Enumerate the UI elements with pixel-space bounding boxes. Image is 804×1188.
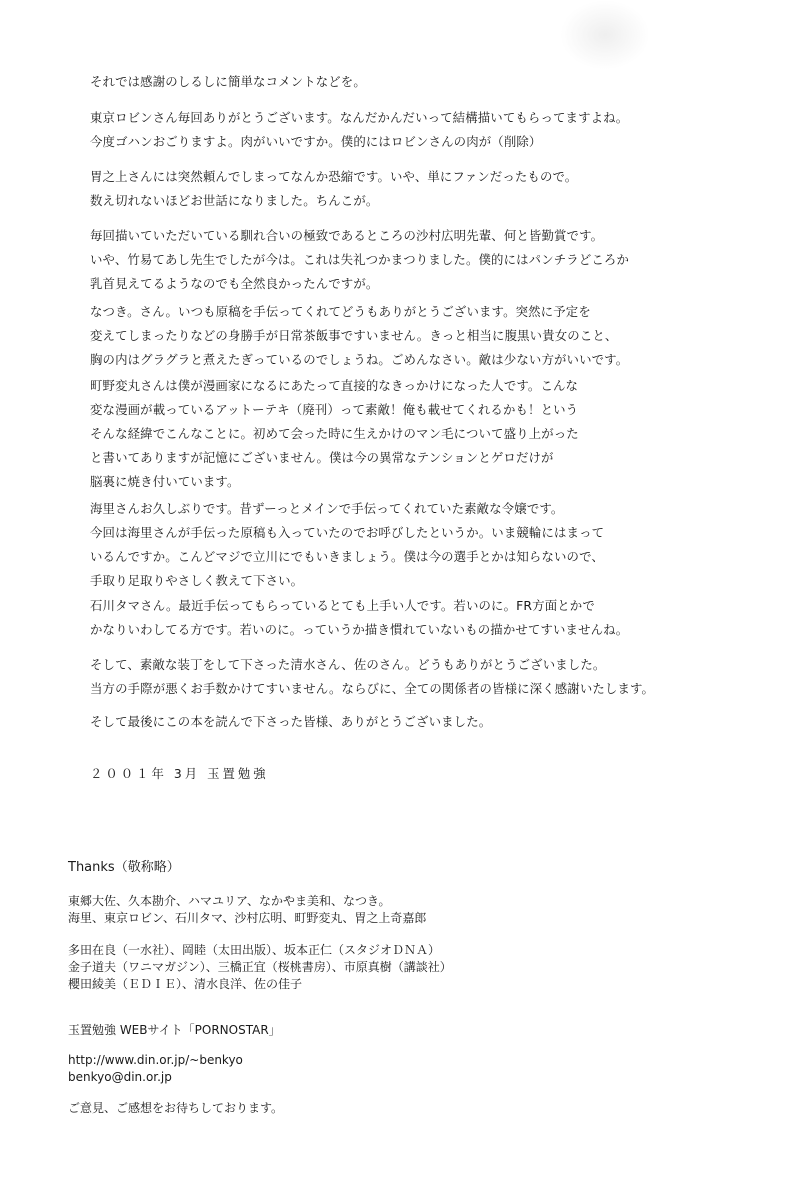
thanks-line: 櫻田綾美（ＥＤＩＥ）、清水良洋、佐の佳子 — [68, 977, 303, 991]
paragraph-line: 胃之上さんには突然頼んでしまってなんか恐縮です。いや、単にファンだったもので。 — [90, 169, 578, 184]
paragraph-line: 毎回描いていただいている馴れ合いの極致であるところの沙村広明先輩、何と皆勤賞です。 — [90, 228, 604, 243]
paragraph-readers — [90, 710, 491, 734]
paragraph-line: いや、竹易てあし先生でしたが今は。これは失礼つかまつりました。僕的にはパンチラどころか — [90, 252, 629, 267]
thanks-note: （敬称略） — [114, 860, 180, 875]
paragraph-line: そして最後にこの本を読んで下さった皆様、ありがとうございました。 — [90, 714, 492, 729]
paragraph-line: 乳首見えてるようなのでも全然良かったんですが。 — [90, 276, 379, 291]
paragraph-line: 海里さんお久しぶりです。昔ずーっとメインで手伝ってくれていた素敵な令嬢です。 — [90, 501, 564, 516]
paragraph-line: そんな経緯でこんなことに。初めて会った時に生えかけのマン毛について盛り上がった — [90, 426, 579, 441]
paragraph-line: 今回は海里さんが手伝った原稿も入っていたのでお呼びしたというか。いま競輪にはまって — [90, 525, 605, 540]
paragraph-line: 手取り足取りやさしく教えて下さい。 — [90, 573, 304, 588]
paragraph-shimizu — [90, 653, 654, 701]
closing-message — [68, 1100, 283, 1117]
paragraph-line: 脳裏に焼き付いています。 — [90, 474, 240, 489]
paragraph-line: 町野変丸さんは僕が漫画家になるにあたって直接的なきっかけになった人です。こんな — [90, 378, 579, 393]
afterword-intro — [90, 70, 366, 94]
thanks-line: 多田在良（一水社）、岡睦（太田出版）、坂本正仁（スタジオＤＮＡ） — [68, 943, 441, 957]
paragraph-line: 胸の内はグラグラと煮えたぎっているのでしょうね。ごめんなさい。敵は少ない方がいいです。 — [90, 352, 629, 367]
website-title — [68, 1022, 281, 1039]
paragraph-line: いるんですか。こんどマジで立川にでもいきましょう。僕は今の選手とかは知らないので、 — [90, 549, 604, 564]
paragraph-line: 石川タマさん。最近手伝ってもらっているとても上手い人です。若いのに。FR方面とかで — [90, 598, 595, 613]
thanks-group-friends — [68, 893, 426, 927]
thanks-heading — [68, 856, 180, 877]
paragraph-line: 変えてしまったりなどの身勝手が日常茶飯事ですいません。きっと相当に腹黒い貴女のこと、 — [90, 328, 618, 343]
paragraph-ishikawa — [90, 594, 628, 642]
paragraph-line: 東京ロビンさん毎回ありがとうございます。なんだかんだいって結構描いてもらってますよね。 — [90, 110, 629, 125]
paragraph-samura — [90, 224, 629, 296]
paragraph-machino — [90, 374, 579, 494]
thanks-group-publishers — [68, 942, 452, 993]
scan-smudge — [560, 0, 650, 70]
paragraph-line: と書いてありますが記憶にございません。僕は今の異常なテンションとゲロだけが — [90, 450, 554, 465]
website-title-line: 玉置勉強 WEBサイト「PORNOSTAR」 — [68, 1023, 281, 1037]
paragraph-line: なつき。さん。いつも原稿を手伝ってくれてどうもありがとうございます。突然に予定を — [90, 304, 591, 319]
paragraph-line: 当方の手際が悪くお手数かけてすいません。ならびに、全ての関係者の皆様に深く感謝いたします。 — [90, 681, 655, 696]
paragraph-line: 数え切れないほどお世話になりました。ちんこが。 — [90, 193, 379, 208]
paragraph-line: 変な漫画が載っているアットーテキ（廃刊）って素敵！俺も載せてくれるかも！という — [90, 402, 579, 417]
paragraph-line: そして、素敵な装丁をして下さった清水さん、佐のさん。どうもありがとうございました。 — [90, 657, 606, 672]
website-email: benkyo@din.or.jp — [68, 1070, 172, 1084]
thanks-line: 東郷大佐、久本勘介、ハマユリア、なかやま美和、なつき。 — [68, 894, 391, 908]
closing-line: ご意見、ご感想をお待ちしております。 — [68, 1101, 284, 1115]
paragraph-robin — [90, 106, 628, 154]
paragraph-natsuki — [90, 300, 628, 372]
thanks-line: 海里、東京ロビン、石川タマ、沙村広明、町野変丸、胃之上奇嘉郎 — [68, 911, 427, 925]
website-contact — [68, 1052, 243, 1086]
thanks-title: Thanks — [68, 860, 115, 875]
website-url: http://www.din.or.jp/~benkyo — [68, 1053, 243, 1067]
date-signature-line: ２００１年 3月 玉置勉強 — [90, 766, 269, 781]
date-signature — [90, 762, 269, 786]
intro-line: それでは感謝のしるしに簡単なコメントなどを。 — [90, 74, 366, 89]
paragraph-line: 今度ゴハンおごりますよ。肉がいいですか。僕的にはロビンさんの肉が（削除） — [90, 134, 542, 149]
thanks-line: 金子道夫（ワニマガジン）、三橋正宜（桜桃書房）、市原真樹（講談社） — [68, 960, 452, 974]
paragraph-line: かなりいわしてる方です。若いのに。っていうか描き慣れていないもの描かせてすいませんね。 — [90, 622, 629, 637]
paragraph-inoue — [90, 165, 577, 213]
paragraph-kairi — [90, 497, 604, 593]
